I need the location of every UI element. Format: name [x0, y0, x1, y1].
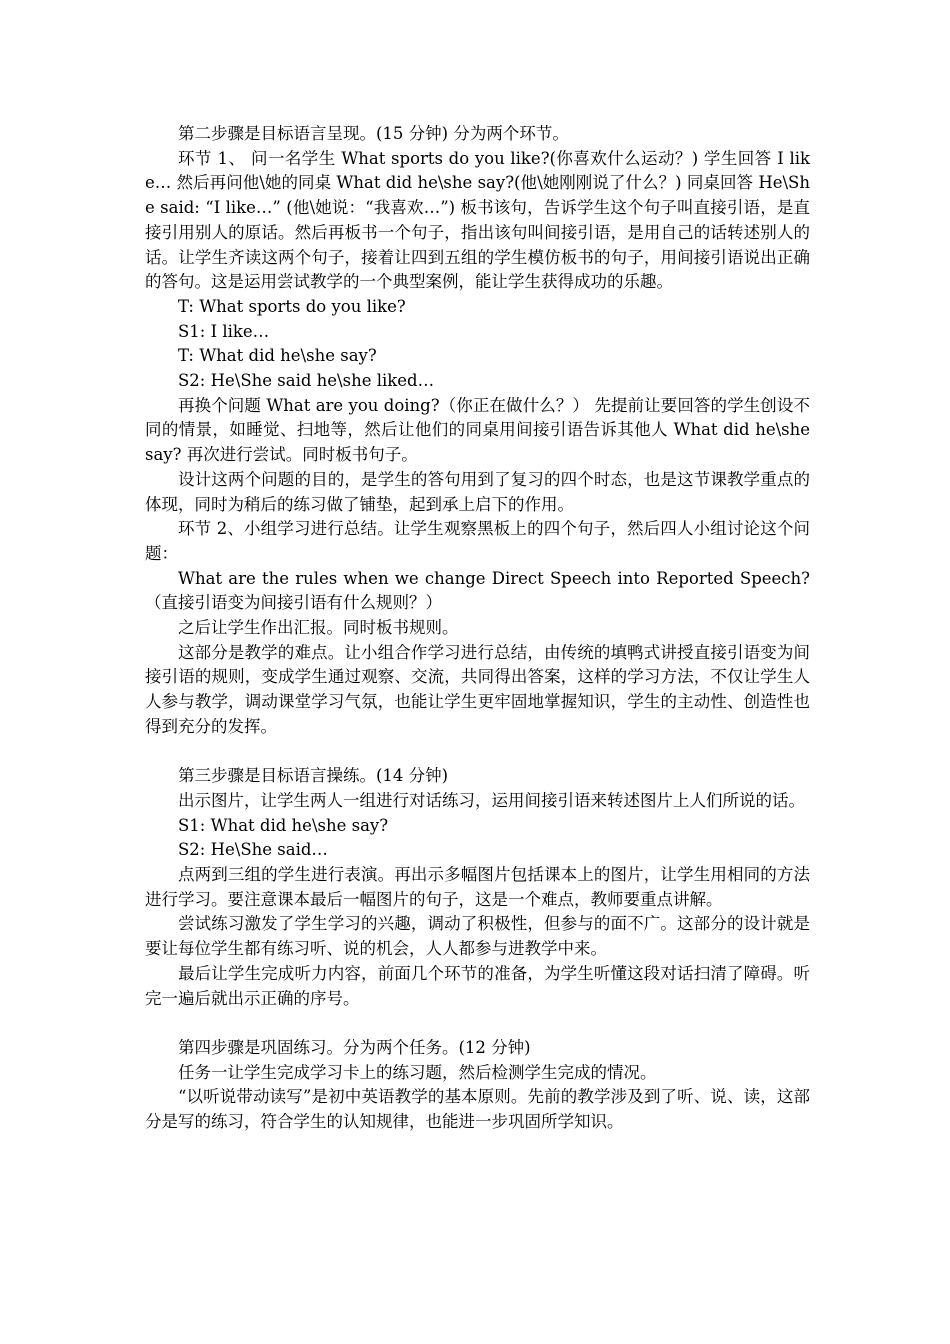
difficulty-paragraph: 这部分是教学的难点。让小组合作学习进行总结，由传统的填鸭式讲授直接引语变为间接引语的规则，变成学生通过观察、交流，共同得出答案，这样的学习方法，不仅让学生人人参与教学，调动课堂学习气氛，也能让学生更牢固地掌握知识，学生的主动性、创造性也得到充分的发挥。 [145, 642, 810, 736]
dialogue-line: T: What sports do you like? [178, 296, 406, 316]
rules-question-paragraph: What are the rules when we change Direct Speech into Reported Speech?（直接引语变为间接引语有什么规则？） [145, 568, 810, 613]
dialogue-line: S1: I like… [178, 321, 270, 341]
design-purpose-paragraph: 设计这两个问题的目的，是学生的答句用到了复习的四个时态，也是这节课教学重点的体现，同时为稍后的练习做了铺垫，起到承上启下的作用。 [145, 469, 810, 514]
step4-heading: 第四步骤是巩固练习。分为两个任务。(12 分钟) [178, 1037, 531, 1057]
step3-heading: 第三步骤是目标语言操练。(14 分钟) [178, 766, 449, 786]
dialogue-line: T: What did he\she say? [178, 346, 377, 366]
document-body [145, 122, 810, 1135]
dialogue-line: S1: What did he\she say? [178, 815, 389, 835]
performance-paragraph: 点两到三组的学生进行表演。再出示多幅图片包括课本上的图片，让学生用相同的方法进行学习。要注意课本最后一幅图片的句子，这是一个难点，教师要重点讲解。 [145, 865, 810, 909]
blank-line [145, 1011, 810, 1036]
step2-part2-paragraph: 环节 2、小组学习进行总结。让学生观察黑板上的四个句子，然后四人小组讨论这个问题： [145, 519, 810, 563]
dialogue-line: S2: He\She said… [178, 840, 328, 860]
report-paragraph: 之后让学生作出汇报。同时板书规则。 [178, 618, 459, 638]
step3-pictures-paragraph: 出示图片，让学生两人一组进行对话练习，运用间接引语来转述图片上人们所说的话。 [178, 790, 805, 810]
blank-line [145, 740, 810, 765]
principle-paragraph: “以听说带动读写”是初中英语教学的基本原则。先前的教学涉及到了听、说、读，这部分是写的练习，符合学生的认知规律，也能进一步巩固所学知识。 [145, 1087, 810, 1132]
second-question-paragraph: 再换个问题 What are you doing?（你正在做什么？） 先提前让要回答的学生创设不同的情景，如睡觉、扫地等，然后让他们的同桌用间接引语告诉其他人 What did he\she say? 再次进行尝试。同时板书句子。 [145, 395, 810, 465]
dialogue-line: S2: He\She said he\she liked… [178, 371, 435, 391]
task1-paragraph: 任务一让学生完成学习卡上的练习题，然后检测学生完成的情况。 [178, 1062, 657, 1082]
step2-part1-paragraph: 环节 1、 问一名学生 What sports do you like?(你喜欢什么运动？) 学生回答 I like… 然后再问他\她的同桌 What did he\she say?(他\她刚刚说了什么？) 同桌回答 He\She said: “I like…” (他\她说：“我喜欢…”) 板书该句，告诉学生这个句子叫直接引语，是直接引用别人的原话。然后再板书一个句子，指出该句叫间接引语，是用自己的话转述别人的话。让学生齐读这两个句子，接着让四到五组的学生模仿板书的句子，用间接引语说出正确的答句。这是运用尝试教学的一个典型案例，能让学生获得成功的乐趣。 [145, 148, 810, 292]
listening-paragraph: 最后让学生完成听力内容，前面几个环节的准备，为学生听懂这段对话扫清了障碍。听完一遍后就出示正确的序号。 [145, 963, 810, 1008]
step2-heading: 第二步骤是目标语言呈现。(15 分钟) 分为两个环节。 [178, 124, 569, 143]
practice-paragraph: 尝试练习激发了学生学习的兴趣，调动了积极性，但参与的面不广。这部分的设计就是要让每位学生都有练习听、说的机会，人人都参与进教学中来。 [145, 914, 810, 959]
